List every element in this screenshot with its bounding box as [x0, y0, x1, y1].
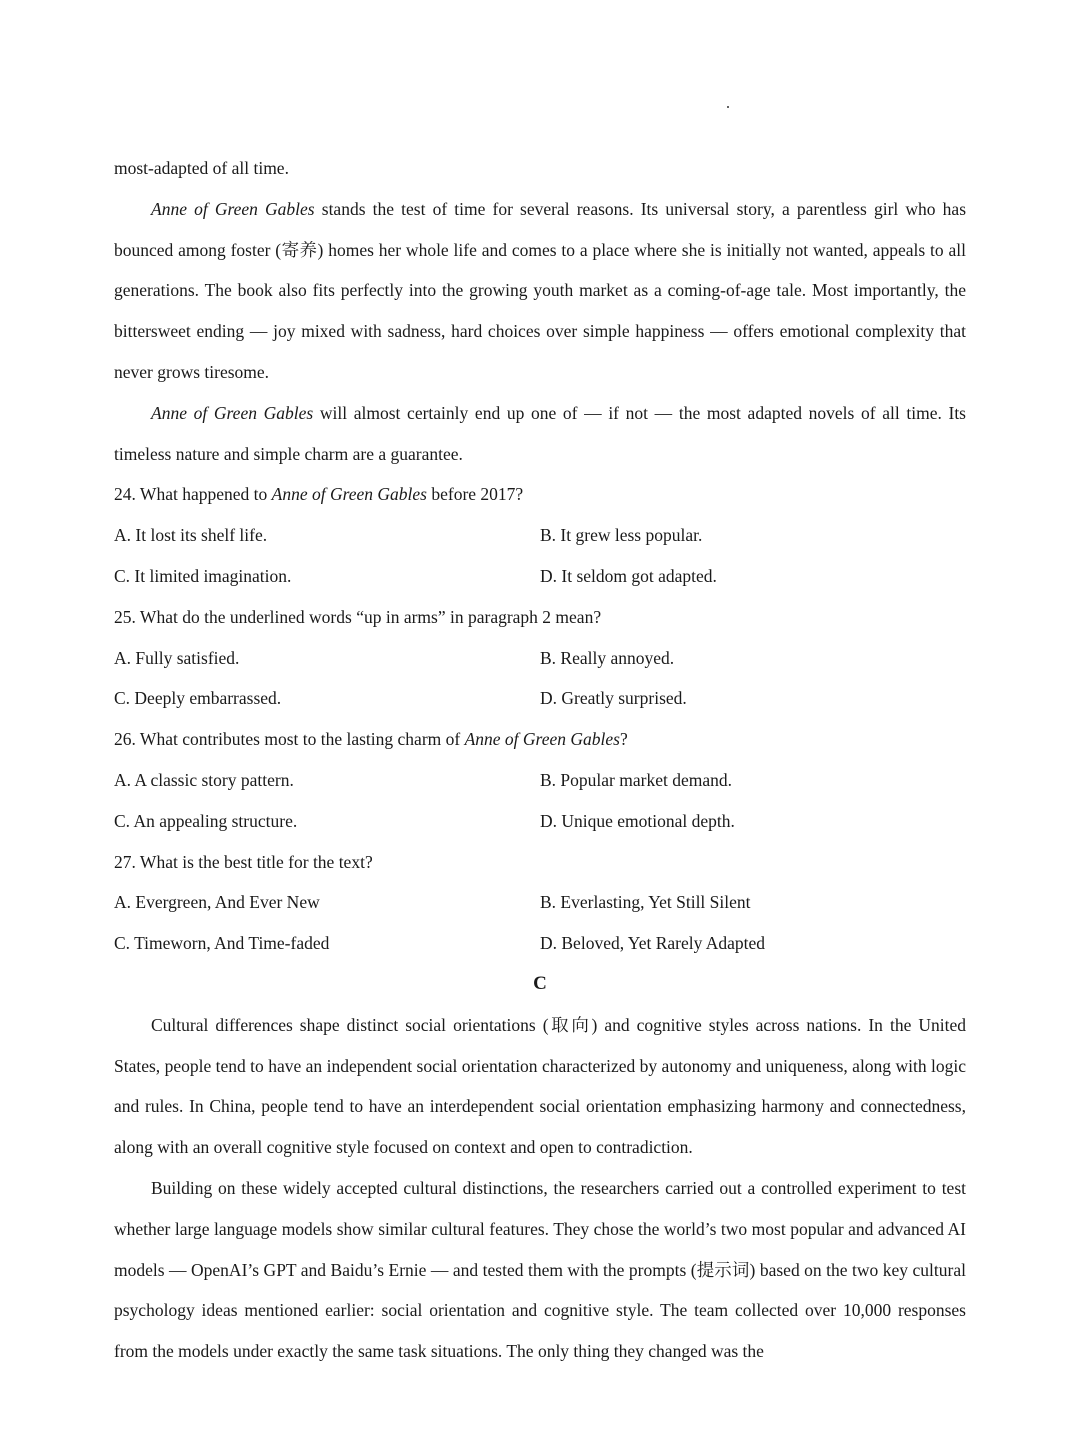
scan-speck — [727, 106, 729, 108]
option-c: C. Timeworn, And Time-faded — [114, 933, 330, 954]
option-b: B. Really annoyed. — [540, 647, 675, 668]
question-25-stem: 25. What do the underlined words “up in arms” in paragraph 2 mean? — [114, 606, 602, 627]
paragraph-text: stands the test of time for several reasons. Its universal story, a parentless girl who has bounced among foster (寄养) homes her whole life and comes to a place where she is initially not wanted, appeals to all generations. The book also fits perfectly into the growing youth market as a coming-of-age tale. Most importantly, the bittersweet ending — joy mixed with sadness, hard choices over simple happiness — offers emotional complexity that never grows tiresome. — [114, 198, 966, 382]
question-24-stem: 24. What happened to Anne of Green Gables before 2017? — [114, 484, 524, 505]
option-d: D. Greatly surprised. — [540, 688, 687, 709]
question-26-stem: 26. What contributes most to the lasting charm of Anne of Green Gables? — [114, 729, 628, 750]
option-c: C. Deeply embarrassed. — [114, 688, 282, 709]
option-d: D. It seldom got adapted. — [540, 565, 717, 586]
book-title: Anne of Green Gables — [464, 729, 620, 750]
passage-c-paragraph-2: Building on these widely accepted cultural distinctions, the researchers carried out a controlled experiment to test whether large language models show similar cultural features. They chose the world’s two most popular and advanced AI models — OpenAI’s GPT and Baidu’s Ernie — and tested them with the prompts (提示词) based on the two key cultural psychology ideas mentioned earlier: social orientation and cognitive style. The team collected over 10,000 responses from the models under exactly the same task situations. The only thing they changed was the — [114, 1177, 966, 1362]
passage-b-fragment: most-adapted of all time. — [114, 158, 289, 178]
question-27-options-row-2 — [114, 923, 966, 964]
option-d: D. Beloved, Yet Rarely Adapted — [540, 933, 766, 954]
exam-page — [114, 148, 966, 1372]
option-b: B. Everlasting, Yet Still Silent — [540, 892, 751, 913]
question-27-options-row-1 — [114, 882, 966, 923]
option-a: A. Fully satisfied. — [114, 647, 240, 668]
book-title: Anne of Green Gables — [271, 484, 427, 505]
paragraph-text: will almost certainly end up one of — if not — the most adapted novels of all time. Its timeless nature and simple charm are a guarantee. — [114, 402, 966, 464]
question-26-options-row-2 — [114, 801, 966, 842]
book-title: Anne of Green Gables — [151, 402, 314, 423]
book-title: Anne of Green Gables — [151, 198, 315, 219]
option-a: A. It lost its shelf life. — [114, 525, 268, 546]
question-25-options-row-2 — [114, 678, 966, 719]
question-24-options-row-1 — [114, 515, 966, 556]
passage-b-paragraph-1 — [114, 189, 966, 393]
option-d: D. Unique emotional depth. — [540, 810, 735, 831]
section-heading-c: C — [533, 972, 547, 994]
passage-b-paragraph-2 — [114, 393, 966, 475]
option-c: C. An appealing structure. — [114, 810, 298, 831]
option-a: A. Evergreen, And Ever New — [114, 892, 320, 913]
option-a: A. A classic story pattern. — [114, 769, 294, 790]
option-c: C. It limited imagination. — [114, 565, 292, 586]
option-b: B. Popular market demand. — [540, 769, 732, 790]
option-b: B. It grew less popular. — [540, 525, 703, 546]
question-26-options-row-1 — [114, 760, 966, 801]
question-25-options-row-1 — [114, 638, 966, 679]
passage-c-paragraph-1: Cultural differences shape distinct social orientations (取向) and cognitive styles across nations. In the United States, people tend to have an independent social orientation characterized by autonomy and uniqueness, along with logic and rules. In China, people tend to have an interdependent social orientation emphasizing harmony and connectedness, along with an overall cognitive style focused on context and open to contradiction. — [114, 1014, 966, 1158]
question-24-options-row-2 — [114, 556, 966, 597]
question-27-stem: 27. What is the best title for the text? — [114, 851, 373, 872]
